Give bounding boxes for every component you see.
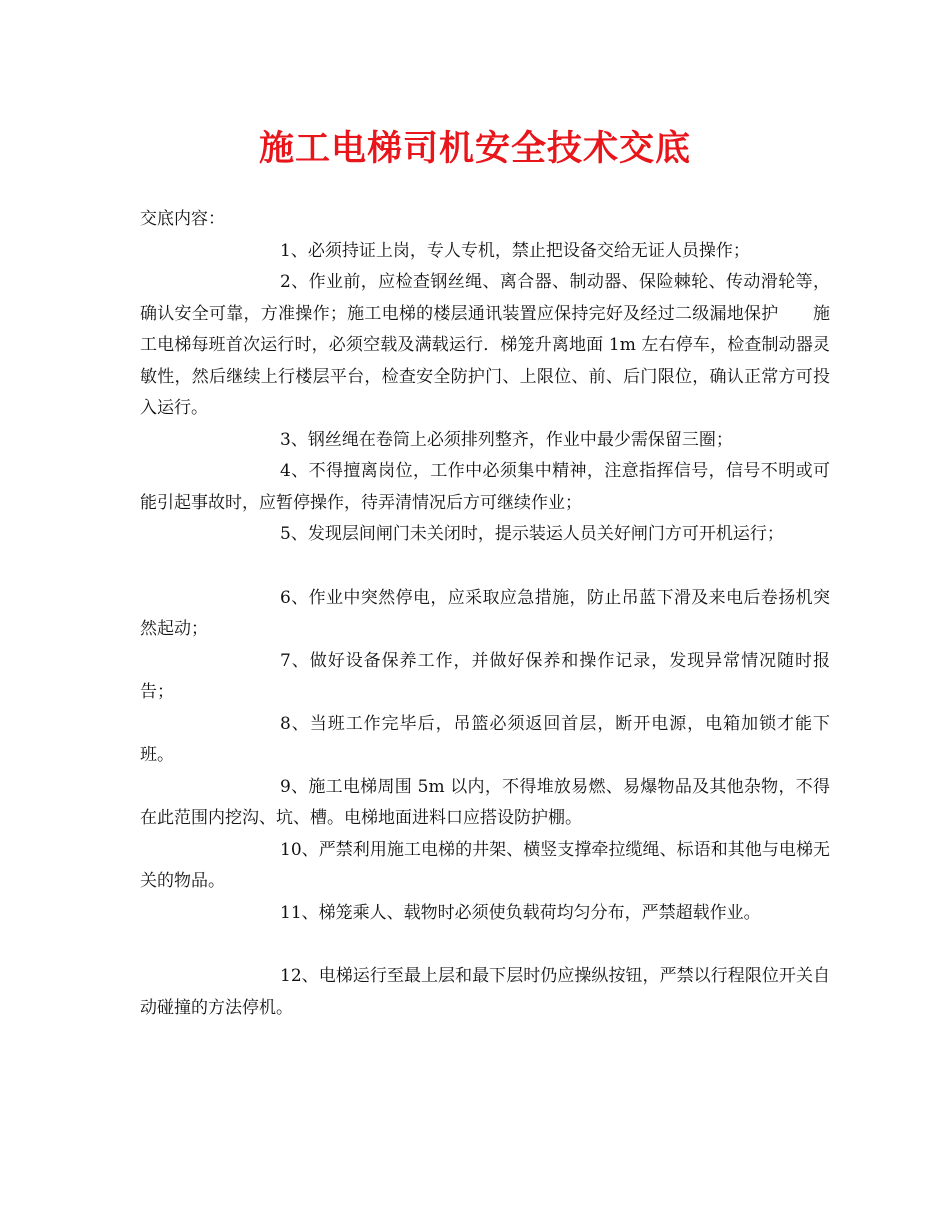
spacer xyxy=(140,551,830,583)
clause-5: 5、发现层间闸门未关闭时，提示装运人员关好闸门方可开机运行； xyxy=(280,524,784,544)
document-body xyxy=(140,204,830,1024)
clause-12: 12、电梯运行至最上层和最下层时仍应操纵按钮，严禁以行程限位开关自动碰撞的方法停机。 xyxy=(140,966,830,1018)
clause-7: 7、做好设备保养工作，并做好保养和操作记录，发现异常情况随时报告； xyxy=(140,650,830,702)
clause-8: 8、当班工作完毕后，吊篮必须返回首层，断开电源，电箱加锁才能下班。 xyxy=(140,713,830,765)
clause-9: 9、施工电梯周围 5m 以内，不得堆放易燃、易爆物品及其他杂物，不得在此范围内挖沟、坑、槽。电梯地面进料口应搭设防护棚。 xyxy=(140,776,830,828)
clause-3: 3、钢丝绳在卷筒上必须排列整齐，作业中最少需保留三圈； xyxy=(280,429,733,450)
intro-label: 交底内容： xyxy=(140,209,225,229)
clause-10: 10、严禁利用施工电梯的井架、横竖支撑牵拉缆绳、标语和其他与电梯无关的物品。 xyxy=(140,839,830,891)
clause-11: 11、梯笼乘人、载物时必须使负载荷均匀分布，严禁超载作业。 xyxy=(280,902,761,923)
document-title: 施工电梯司机安全技术交底 xyxy=(258,128,691,169)
clause-1: 1、必须持证上岗，专人专机，禁止把设备交给无证人员操作； xyxy=(280,240,750,261)
spacer xyxy=(140,929,830,961)
clause-2: 2、作业前，应检查钢丝绳、离合器、制动器、保险棘轮、传动滑轮等，确认安全可靠，方准操作；施工电梯的楼层通讯装置应保持完好及经过二级漏地保护 施工电梯每班首次运行时，必须空载及满载运行．梯笼升离地面 1m 左右停车，检查制动器灵敏性，然后继续上行楼层平台，检查安全防护门、上限位、前、后门限位，确认正常方可投入运行。 xyxy=(140,272,830,418)
clause-4: 4、不得擅离岗位，工作中必须集中精神，注意指挥信号，信号不明或可能引起事故时，应暂停操作，待弄清情况后方可继续作业； xyxy=(140,461,830,513)
clause-6: 6、作业中突然停电，应采取应急措施，防止吊蓝下滑及来电后卷扬机突然起动； xyxy=(140,587,830,639)
